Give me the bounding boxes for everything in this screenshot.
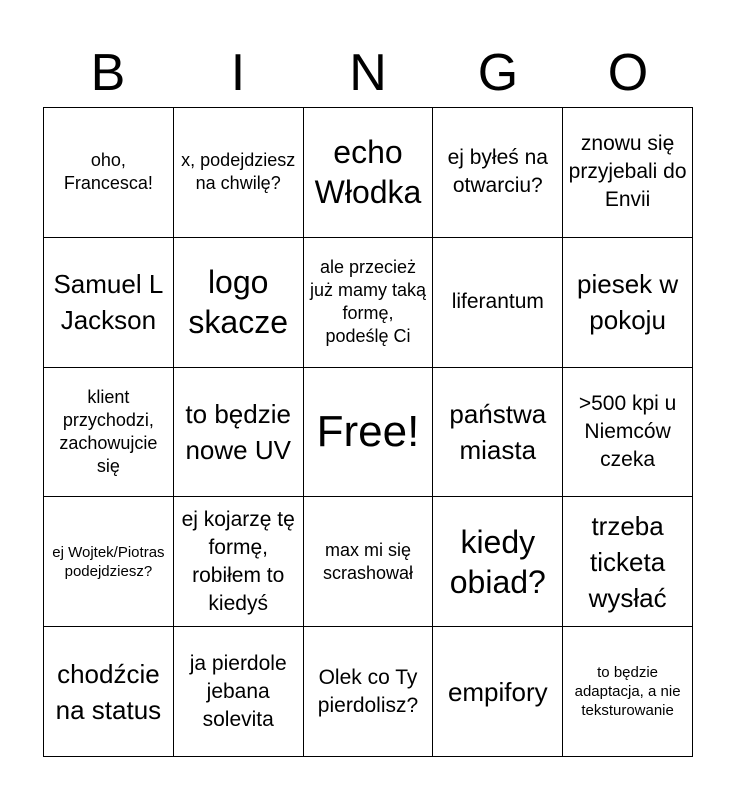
cell-text: echo Włodka: [314, 134, 422, 211]
header-letter-n: N: [349, 44, 387, 102]
cell-text: trzeba ticketa wysłać: [588, 510, 667, 613]
bingo-cell[interactable]: [563, 238, 693, 368]
bingo-cell[interactable]: [563, 497, 693, 627]
cell-text: to będzie adaptacja, a nie teksturowanie: [574, 664, 681, 720]
bingo-cell[interactable]: [44, 368, 174, 498]
bingo-header: [43, 40, 693, 106]
bingo-cell[interactable]: [563, 368, 693, 498]
cell-text: logo skacze: [188, 264, 288, 341]
bingo-cell[interactable]: [174, 108, 304, 238]
bingo-cell[interactable]: [304, 238, 434, 368]
cell-text: >500 kpi u Niemców czeka: [578, 391, 677, 471]
bingo-cell[interactable]: [44, 627, 174, 757]
cell-text: empifory: [447, 676, 548, 707]
bingo-cell[interactable]: [44, 497, 174, 627]
cell-text: znowu się przyjebali do Envii: [568, 132, 687, 212]
bingo-cell[interactable]: [174, 627, 304, 757]
header-letter-o: O: [607, 44, 649, 102]
free-space-text: Free!: [316, 406, 420, 456]
header-letter-i: I: [230, 44, 246, 102]
bingo-cell[interactable]: [174, 368, 304, 498]
cell-text: ej Wojtek/Piotras podejdziesz?: [52, 543, 165, 580]
free-space-cell[interactable]: [304, 368, 434, 498]
bingo-cell[interactable]: [433, 627, 563, 757]
bingo-cell[interactable]: [44, 108, 174, 238]
bingo-cell[interactable]: [304, 108, 434, 238]
header-letter-b: B: [90, 44, 126, 102]
cell-text: Olek co Ty pierdolisz?: [317, 665, 419, 717]
cell-text: ej byłeś na otwarciu?: [447, 146, 548, 198]
bingo-cell[interactable]: [304, 497, 434, 627]
cell-text: to będzie nowe UV: [185, 398, 291, 465]
cell-text: Samuel L Jackson: [53, 269, 164, 336]
cell-text: liferantum: [451, 290, 544, 314]
bingo-cell[interactable]: [433, 368, 563, 498]
cell-text: ej kojarzę tę formę, robiłem to kiedyś: [181, 507, 295, 615]
bingo-cell[interactable]: [433, 497, 563, 627]
cell-text: ale przecież już mamy taką formę, podeślę Ci: [309, 257, 427, 347]
bingo-cell[interactable]: [433, 238, 563, 368]
bingo-cell[interactable]: [433, 108, 563, 238]
bingo-cell[interactable]: [563, 627, 693, 757]
bingo-cell[interactable]: [174, 238, 304, 368]
cell-text: chodźcie na status: [55, 658, 162, 725]
bingo-cell[interactable]: [563, 108, 693, 238]
cell-text: max mi się scrashował: [322, 539, 414, 583]
cell-text: kiedy obiad?: [449, 523, 546, 600]
bingo-grid: [43, 107, 693, 757]
bingo-cell[interactable]: [174, 497, 304, 627]
cell-text: x, podejdziesz na chwilę?: [181, 150, 296, 194]
cell-text: piesek w pokoju: [577, 269, 679, 336]
bingo-cell[interactable]: [304, 627, 434, 757]
cell-text: oho, Francesca!: [63, 150, 153, 194]
cell-text: klient przychodzi, zachowujcie się: [59, 386, 158, 476]
bingo-cell[interactable]: [44, 238, 174, 368]
header-letter-g: G: [477, 44, 519, 102]
cell-text: ja pierdole jebana solevita: [189, 651, 287, 731]
cell-text: państwa miasta: [449, 398, 547, 465]
